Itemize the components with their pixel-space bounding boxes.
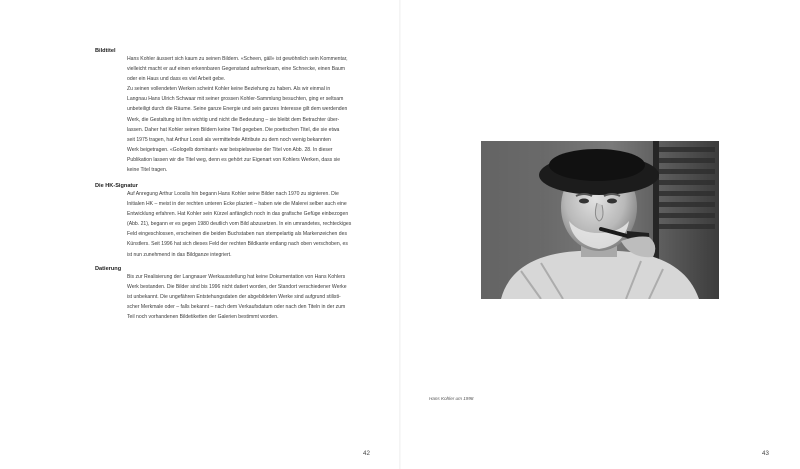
text-line: Feld eingeschlossen, erscheinen die beiden Buchstaben nun stempelartig als Markenzeichen des — [127, 231, 348, 238]
text-line: Teil noch vorhandenen Bildetiketten der Galerien bestimmt worden. — [127, 314, 279, 321]
text-line: unbeteiligt durch die Räume. Seine ganze Energie und sein ganzes Interesse gilt dem werdenden — [127, 106, 348, 113]
section-body-bildtitel — [127, 54, 395, 175]
text-line: lassen. Daher hat Kohler seinen Bildern keine Titel gegeben. Die poetischen Titel, die sie etwa — [127, 126, 340, 133]
section-heading-hk-signatur: Die HK-Signatur — [95, 183, 138, 189]
section-body-datierung — [127, 272, 395, 322]
page-gutter — [399, 0, 401, 469]
paragraph — [127, 189, 395, 260]
page-number-left: 42 — [363, 450, 370, 457]
text-line: Langnau Hans Ulrich Schwaar mit seiner grossen Kohler-Sammlung besuchten, ging er seltsam — [127, 96, 344, 103]
text-line: ist unbekannt. Die ungefähren Entstehungsdaten der abgebildeten Werke sind aufgrund stilisti- — [127, 294, 341, 301]
text-line: Werk bestanden. Die Bilder sind bis 1996 nicht datiert worden, der Standort verschiedener Werke — [127, 284, 347, 291]
text-line: Hans Kohler äussert sich kaum zu seinen Bildern. «Scheen, gäll» ist gewöhnlich sein Kommentar, — [127, 56, 348, 62]
text-line: oder ein Haus und dass es viel Arbeit gebe. — [127, 76, 226, 83]
text-line: Zu seinen vollendeten Werken scheint Kohler keine Beziehung zu haben. Als wir einmal in — [127, 86, 331, 93]
text-line: Bis zur Realisierung der Langnauer Werkausstellung hat keine Dokumentation von Hans Kohlers — [127, 274, 346, 280]
text-line: Werk beigetragen. «Gologelb dominant» war beispielsweise der Titel von Abb. 28. In dieser — [127, 146, 333, 153]
section-heading-datierung: Datierung — [95, 266, 122, 272]
paragraph — [127, 272, 395, 322]
paragraph — [127, 54, 395, 84]
text-line: seit 1975 tragen, hat Arthur Loosli als vermittelnde Attribute zu dem noch wenig bekannten — [127, 136, 331, 143]
text-line: Werk, die Gestaltung ist ihm wichtig und nicht die Bedeutung – sie bleibt dem Betrachter über- — [127, 116, 340, 123]
text-line: ist nun zunehmend in das Bildganze integriert. — [127, 251, 232, 258]
portrait-photo — [481, 141, 719, 299]
text-line: Auf Anregung Arthur Looslis hin begann Hans Kohler seine Bilder nach 1970 zu signieren. Die — [127, 191, 339, 197]
portrait-illustration — [481, 141, 719, 299]
paragraph — [127, 84, 395, 175]
text-line: Publikation lassen wir die Titel weg, denn es gehört zur Eigenart von Kohlers Werken, dass sie — [127, 156, 341, 163]
text-line: vielleicht macht er auf einen erkennbaren Gegenstand aufmerksam, eine Schnecke, einen Baum — [127, 66, 346, 73]
text-line: Entwicklung erfahren. Hat Kohler sein Kürzel anfänglich noch in das grafische Gefüge einbezogen — [127, 211, 349, 218]
text-line: Initialen HK – meist in der rechten unteren Ecke plaziert – haben wie die Malerei selber auch eine — [127, 201, 347, 208]
text-line: scher Merkmale oder – falls bekannt – nach dem Verkaufsdatum oder nach den Titeln in der zum — [127, 304, 346, 311]
photo-caption: Hans Kohler um 1998 — [429, 396, 474, 401]
section-heading-bildtitel: Bildtitel — [95, 48, 116, 54]
page-number-right: 43 — [762, 450, 769, 457]
section-body-hk-signatur — [127, 189, 395, 260]
text-line: keine Titel tragen. — [127, 167, 168, 174]
text-line: (Abb. 21), begann er es gegen 1980 deutlich vom Bild abzusetzen. In ein umrandetes, rechteckiges — [127, 221, 352, 228]
text-line: Künstlers. Seit 1996 hat sich dieses Feld der rechten Bildkante entlang nach oben verschoben, es — [127, 241, 348, 248]
